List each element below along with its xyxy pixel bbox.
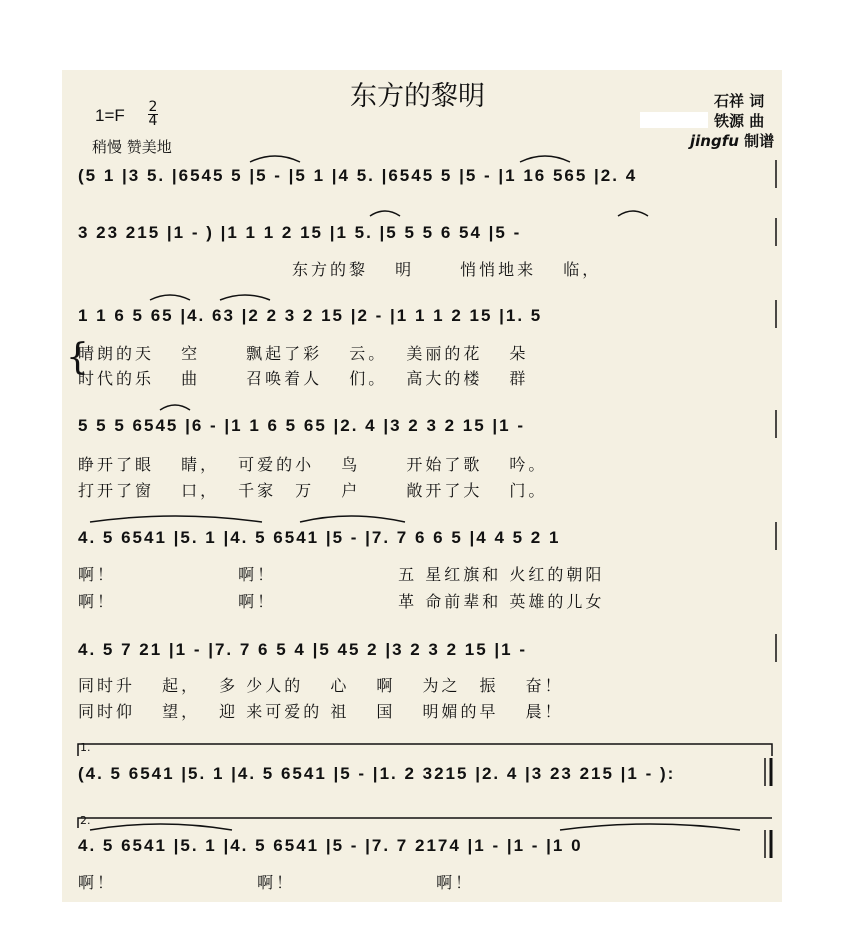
slur [300, 516, 405, 522]
slur [370, 211, 400, 216]
system-3-notes: 1 1 6 5 65 |4. 63 |2 2 3 2 15 |2 - |1 1 1 2 15 |1. 5 [78, 306, 543, 325]
system-4-notes: 5 5 5 6545 |6 - |1 1 6 5 65 |2. 4 |3 2 3 2 15 |1 - [78, 416, 526, 435]
system-4-lyric-1: 睁开了眼 睛， 可爱的小 鸟 开始了歌 吟。 [78, 455, 548, 474]
tie [560, 824, 740, 830]
system-5-lyric-2: 啊！ 啊！ 革 命前辈和 英雄的儿女 [78, 592, 605, 611]
system-2-lyric: 东方的黎 明 悄悄地来 临， [292, 260, 602, 279]
slur [250, 156, 300, 162]
slur [90, 824, 232, 830]
system-5-lyric-1: 啊！ 啊！ 五 星红旗和 火红的朝阳 [78, 565, 605, 584]
system-8-notes: 4. 5 6541 |5. 1 |4. 5 6541 |5 - |7. 7 2174 |1 - |1 - |1 0 [78, 836, 583, 855]
system-4-lyric-2: 打开了窗 口， 千家 万 户 敞开了大 门。 [78, 481, 548, 500]
key-signature: 1=F [95, 106, 125, 125]
slur [90, 516, 262, 522]
arranger-suffix: 制谱 [744, 132, 775, 150]
song-title: 东方的黎明 [350, 81, 485, 112]
slur [220, 295, 270, 300]
time-sig-bottom: 4 [148, 113, 158, 129]
lyricist-credit: 石祥 词 [714, 92, 765, 110]
slur [618, 211, 648, 216]
volta-2-label: 2. [80, 814, 91, 827]
volta-1-label: 1. [80, 741, 91, 754]
time-sig-top: 2 [148, 99, 158, 115]
system-1-notes: (5 1 |3 5. |6545 5 |5 - |5 1 |4 5. |6545 5 |5 - |1 16 565 |2. 4 [78, 166, 638, 185]
system-3-lyric-2: 时代的乐 曲 召唤着人 们。 高大的楼 群 [78, 369, 529, 388]
system-8-lyric: 啊！ 啊！ 啊！ [78, 873, 475, 892]
volta-2-bracket [78, 818, 772, 828]
volta-1-bracket [78, 744, 772, 756]
composer-credit: 铁源 曲 [714, 112, 765, 130]
slur [520, 156, 570, 162]
system-6-lyric-1: 同时升 起， 多 少人的 心 啊 为之 振 奋！ [78, 676, 564, 695]
system-5-notes: 4. 5 6541 |5. 1 |4. 5 6541 |5 - |7. 7 6 6 5 |4 4 5 2 1 [78, 528, 561, 547]
verse-brace: { [66, 337, 89, 378]
tempo-marking: 稍慢 赞美地 [92, 138, 172, 156]
system-6-lyric-2: 同时仰 望， 迎 来可爱的 祖 国 明媚的早 晨！ [78, 702, 564, 721]
system-3-lyric-1: 晴朗的天 空 飘起了彩 云。 美丽的花 朵 [78, 344, 529, 363]
slur [150, 295, 190, 300]
arranger-name: jingfu [690, 132, 739, 150]
system-2-notes: 3 23 215 |1 - ) |1 1 1 2 15 |1 5. |5 5 5 6 54 |5 - [78, 223, 522, 242]
system-7-notes: (4. 5 6541 |5. 1 |4. 5 6541 |5 - |1. 2 3215 |2. 4 |3 23 215 |1 - ): [78, 764, 676, 783]
slur [160, 405, 190, 410]
system-6-notes: 4. 5 7 21 |1 - |7. 7 6 5 4 |5 45 2 |3 2 3 2 15 |1 - [78, 640, 528, 659]
